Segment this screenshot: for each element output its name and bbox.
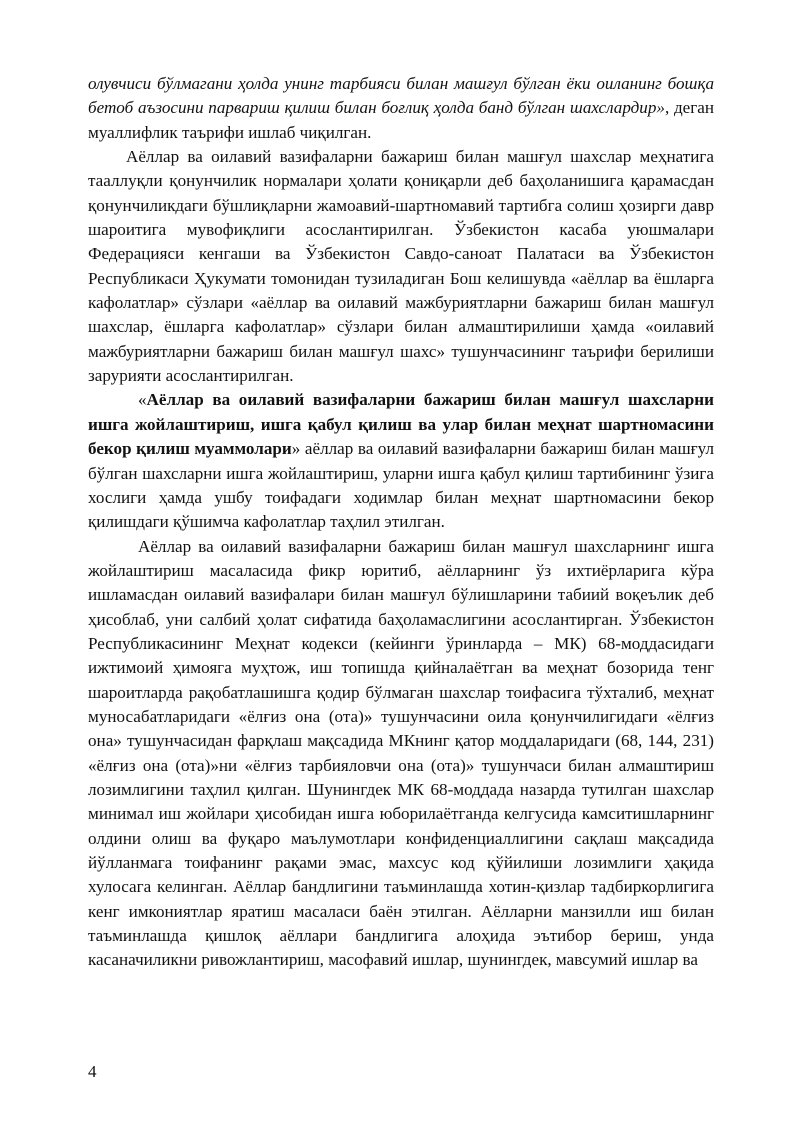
paragraph-3-rest: » аёллар ва оилавий вазифаларни бажариш билан машғул бўлган шахсларни ишга жойлаштириш, уларни ишга қабул қилиш тартибининг ўзига хослиги ҳамда ушбу тоифадаги ходимлар билан меҳнат шартномасини бекор қилишдаги қўшимча кафолатлар таҳлил этилган. [88,439,715,532]
paragraph-3-bold-heading: Аёллар ва оилавий вазифаларни бажариш билан машғул шахсларни ишга жойлаштириш, ишга қабул қилиш ва улар билан меҳнат шартномасини бекор қилиш муаммолари [88,390,714,459]
paragraph-1-italic: олувчиси бўлмагани ҳолда унинг тарбияси билан машғул бўлган ёки оиланинг бошқа бетоб аъзосини парвариш қилиш билан боғлиқ ҳолда банд бўлган шахслардир» [88,74,714,118]
paragraph-1 [88,72,714,145]
paragraph-3 [88,388,714,534]
paragraph-1-rest: , деган муаллифлик таърифи ишлаб чиқилган. [88,98,714,142]
document-page [88,72,714,973]
paragraph-4: Аёллар ва оилавий вазифаларни бажариш билан машғул шахсларнинг ишга жойлаштириш масаласида фикр юритиб, аёлларнинг ўз ихтиёрларига кўра ишламасдан оилавий вазифалари билан машғул бўлишларини табиий воқеълик деб ҳисоблаб, уни салбий ҳолат сифатида баҳоламаслигини асослантирган. Ўзбекистон Республикасининг Меҳнат кодекси (кейинги ўринларда – МК) 68-моддасидаги ижтимоий ҳимояга муҳтож, иш топишда қийналаётган ва меҳнат бозорида тенг шароитларда рақобатлашишга қодир бўлмаган шахслар тоифасига тўхталиб, меҳнат муносабатларидаги «ёлғиз она (ота)» тушунчасини оила қонунчилигидаги «ёлғиз она» тушунчасидан фарқлаш мақсадида МКнинг қатор моддаларидаги (68, 144, 231) «ёлғиз она (ота)»ни «ёлғиз тарбияловчи она (ота)» тушунчаси билан алмаштириш лозимлигини таҳлил қилган. Шунингдек МК 68-моддада назарда тутилган шахслар минимал иш жойлари ҳисобидан ишга юборилаётганда келгусида камситишларнинг олдини олиш ва фуқаро маълумотлари конфиденциаллигини сақлаш мақсадида йўлланмага тоифанинг рақами эмас, махсус код қўйилиши лозимлиги ҳақида хулосага келинган. Аёллар бандлигини таъминлашда хотин-қизлар тадбиркорлигига кенг имкониятлар яратиш масаласи баён этилган. Аёлларни манзилли иш билан таъминлашда қишлоқ аёллари бандлигига алоҳида эътибор бериш, унда касаначиликни ривожлантириш, масофавий ишлар, шунингдек, мавсумий ишлар ва [88,536,714,970]
page-number: 4 [88,1062,97,1081]
paragraph-3-open-quote: « [138,390,147,410]
paragraph-2: Аёллар ва оилавий вазифаларни бажариш билан машғул шахслар меҳнатига тааллуқли қонунчилик нормалари ҳолати қониқарли деб баҳоланишига қарамасдан қонунчиликдаги бўшлиқларни жамоавий-шартномавий тартибга солиш ҳозирги давр шароитига мувофиқлиги асослантирилган. Ўзбекистон касаба уюшмалари Федерацияси кенгаши ва Ўзбекистон Савдо-саноат Палатаси ва Ўзбекистон Республикаси Ҳукумати томонидан тузиладиган Бош келишувда «аёллар ва ёшларга кафолатлар» сўзлари «аёллар ва оилавий мажбуриятларни бажариш билан машғул шахслар, ёшларга кафолатлар» сўзлари билан алмаштирилиши ҳамда «оилавий мажбуриятларни бажариш билан машғул шахс» тушунчасининг таърифи берилиши зарурияти асослантирилган. [88,147,714,386]
